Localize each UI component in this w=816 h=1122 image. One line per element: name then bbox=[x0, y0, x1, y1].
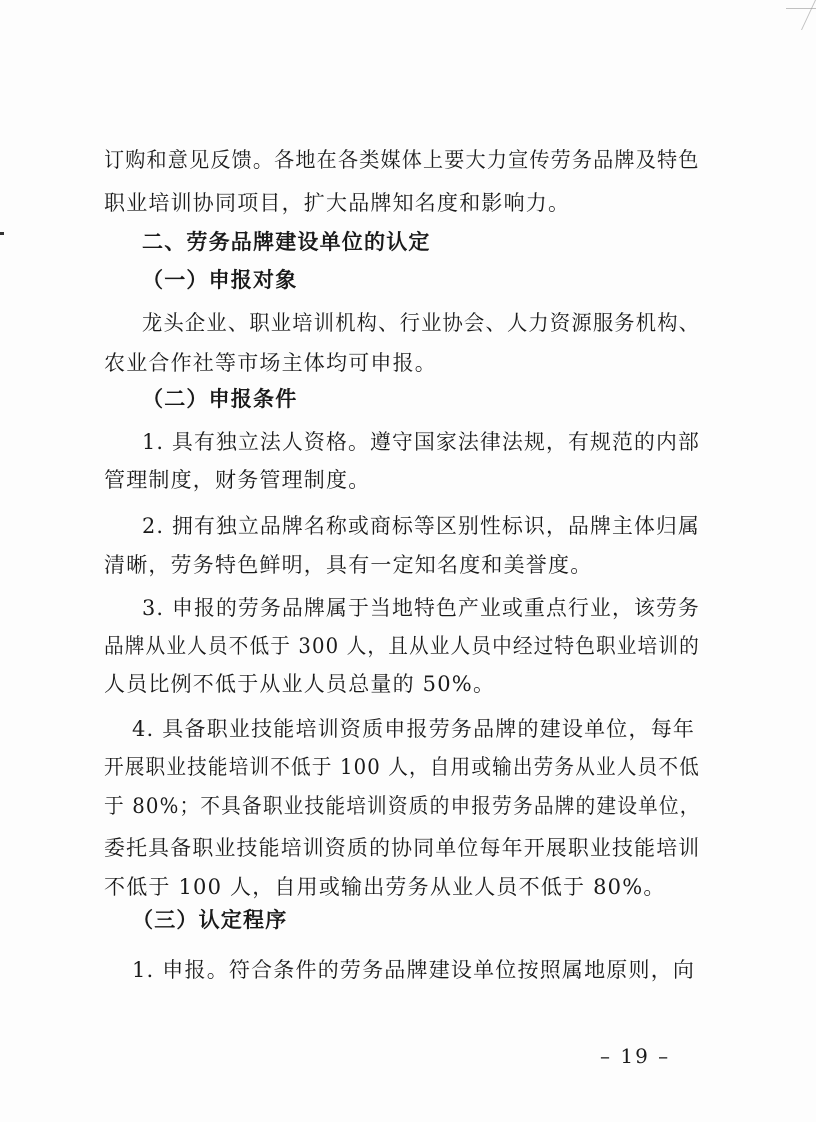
body-line: 职业培训协同项目，扩大品牌知名度和影响力。 bbox=[104, 191, 571, 215]
body-line: 3. 申报的劳务品牌属于当地特色产业或重点行业，该劳务 bbox=[142, 596, 701, 620]
body-line: 农业合作社等市场主体均可申报。 bbox=[104, 351, 437, 375]
section-heading: 二、劳务品牌建设单位的认定 bbox=[142, 230, 431, 254]
body-line: 2. 拥有独立品牌名称或商标等区别性标识，品牌主体归属 bbox=[142, 514, 701, 538]
body-line: 不低于 100 人，自用或输出劳务从业人员不低于 80%。 bbox=[104, 875, 666, 899]
subsection-heading: （一）申报对象 bbox=[142, 268, 298, 292]
body-line: 开展职业技能培训不低于 100 人，自用或输出劳务从业人员不低 bbox=[104, 755, 700, 779]
body-line: 委托具备职业技能培训资质的协同单位每年开展职业技能培训 bbox=[104, 836, 701, 860]
body-line: 清晰，劳务特色鲜明，具有一定知名度和美誉度。 bbox=[104, 553, 593, 577]
body-line: 4. 具备职业技能培训资质申报劳务品牌的建设单位，每年 bbox=[132, 717, 696, 741]
subsection-heading: （三）认定程序 bbox=[132, 908, 288, 932]
scan-edge-mark bbox=[761, 0, 816, 30]
body-line: 1. 申报。符合条件的劳务品牌建设单位按照属地原则，向 bbox=[132, 958, 696, 982]
body-line: 品牌从业人员不低于 300 人，且从业人员中经过特色职业培训的 bbox=[104, 634, 700, 658]
scan-mark bbox=[0, 232, 4, 235]
body-line: 订购和意见反馈。各地在各类媒体上要大力宣传劳务品牌及特色 bbox=[104, 148, 700, 172]
body-line: 于 80%；不具备职业技能培训资质的申报劳务品牌的建设单位， bbox=[104, 794, 701, 818]
body-line: 龙头企业、职业培训机构、行业协会、人力资源服务机构、 bbox=[142, 311, 701, 335]
body-line: 1. 具有独立法人资格。遵守国家法律法规，有规范的内部 bbox=[142, 430, 701, 454]
page-number: – 19 – bbox=[600, 1044, 671, 1068]
subsection-heading: （二）申报条件 bbox=[142, 387, 298, 411]
body-line: 人员比例不低于从业人员总量的 50%。 bbox=[104, 672, 496, 696]
body-line: 管理制度，财务管理制度。 bbox=[104, 468, 371, 492]
